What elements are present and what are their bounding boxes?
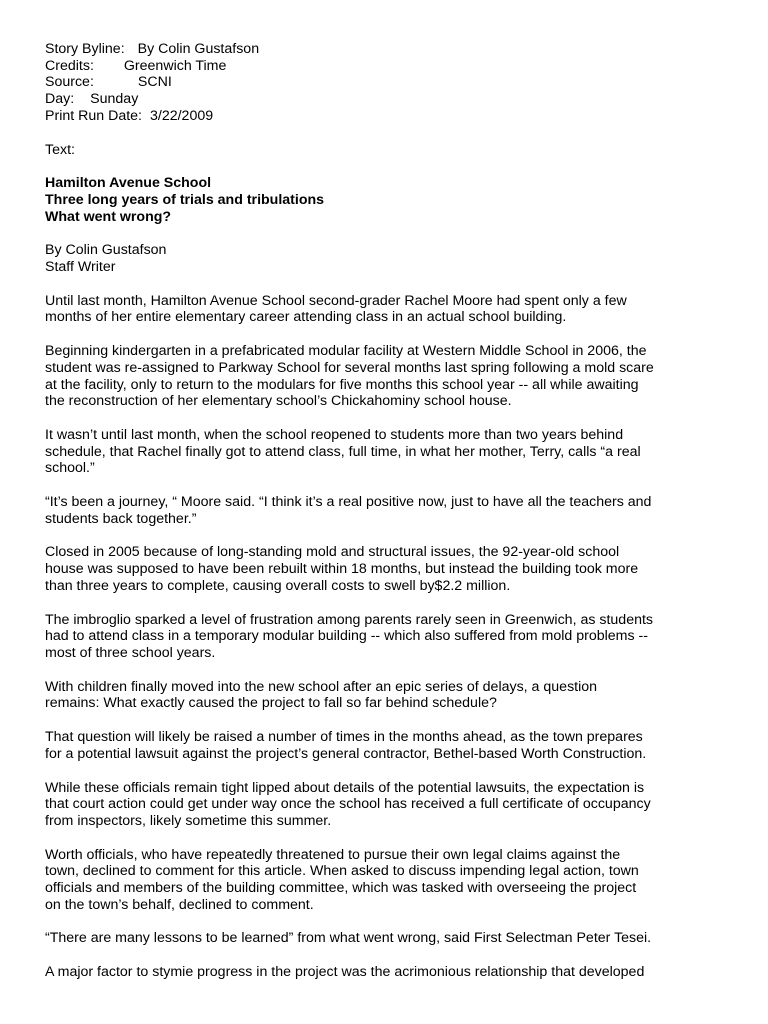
article-paragraph xyxy=(45,930,745,947)
paragraph-line: school.” xyxy=(45,460,95,477)
text-label: Text: xyxy=(45,141,75,158)
byline-author: By Colin Gustafson xyxy=(45,242,167,259)
print-run-date-line xyxy=(45,108,745,125)
paragraph-line: the reconstruction of her elementary school’s Chickahominy school house. xyxy=(45,393,512,410)
paragraph-line: had to attend class in a temporary modular building -- which also suffered from mold problems -- xyxy=(45,628,648,645)
day-label: Day: xyxy=(45,91,75,108)
paragraph-line: “There are many lessons to be learned” from what went wrong, said First Selectman Peter Tesei. xyxy=(45,930,652,947)
print-run-date-value: 3/22/2009 xyxy=(150,107,214,124)
paragraph-line: students back together.” xyxy=(45,510,197,527)
paragraph-line: A major factor to stymie progress in the project was the acrimonious relationship that developed xyxy=(45,964,645,981)
paragraph-line: That question will likely be raised a number of times in the months ahead, as the town prepares xyxy=(45,729,643,746)
print-run-date-label: Print Run Date: xyxy=(45,107,142,124)
paragraph-line: Worth officials, who have repeatedly threatened to pursue their own legal claims against the xyxy=(45,846,621,863)
headline-subtitle: Three long years of trials and tribulations xyxy=(45,191,325,208)
paragraph-line: It wasn’t until last month, when the school reopened to students more than two years behind xyxy=(45,426,624,443)
article-paragraph xyxy=(45,544,745,594)
day-value: Sunday xyxy=(90,91,139,108)
source-label: Source: xyxy=(45,74,94,91)
credits-label: Credits: xyxy=(45,57,94,74)
credits-line xyxy=(45,58,745,75)
article-paragraph xyxy=(45,343,745,410)
story-byline-line xyxy=(45,41,745,58)
paragraph-line: Beginning kindergarten in a prefabricated modular facility at Western Middle School in 2006, the xyxy=(45,343,647,360)
article-paragraph xyxy=(45,427,745,477)
document-page xyxy=(45,41,745,981)
article-paragraph xyxy=(45,964,745,981)
article-byline xyxy=(45,242,745,275)
article-body xyxy=(45,293,745,981)
paragraph-line: for a potential lawsuit against the project’s general contractor, Bethel-based Worth Construction. xyxy=(45,745,647,762)
paragraph-line: Until last month, Hamilton Avenue School second-grader Rachel Moore had spent only a few xyxy=(45,292,627,309)
article-paragraph xyxy=(45,612,745,662)
article-paragraph xyxy=(45,679,745,712)
paragraph-line: Closed in 2005 because of long-standing mold and structural issues, the 92-year-old school xyxy=(45,544,620,561)
source-value: SCNI xyxy=(137,74,172,91)
paragraph-line: at the facility, only to return to the modulars for five months this school year -- all while awaiting xyxy=(45,376,639,393)
headline-block xyxy=(45,175,745,225)
paragraph-line: remains: What exactly caused the project to fall so far behind schedule? xyxy=(45,695,497,712)
paragraph-line: on the town’s behalf, declined to comment. xyxy=(45,896,314,913)
byline-role: Staff Writer xyxy=(45,259,116,276)
paragraph-line: from inspectors, likely sometime this summer. xyxy=(45,812,332,829)
paragraph-line: months of her entire elementary career attending class in an actual school building. xyxy=(45,309,567,326)
paragraph-line: that court action could get under way once the school has received a full certificate of occupancy xyxy=(45,796,651,813)
metadata-block xyxy=(45,41,745,125)
paragraph-line: “It’s been a journey, “ Moore said. “I think it’s a real positive now, just to have all the teachers and xyxy=(45,494,652,511)
article-paragraph xyxy=(45,293,745,326)
paragraph-line: house was supposed to have been rebuilt within 18 months, but instead the building took more xyxy=(45,561,639,578)
paragraph-line: With children finally moved into the new school after an epic series of delays, a question xyxy=(45,678,598,695)
story-byline-value: By Colin Gustafson xyxy=(137,41,260,57)
story-byline-label: Story Byline: xyxy=(45,41,125,57)
paragraph-line: While these officials remain tight lipped about details of the potential lawsuits, the expectation is xyxy=(45,779,645,796)
credits-value: Greenwich Time xyxy=(123,57,227,74)
article-paragraph xyxy=(45,780,745,830)
headline-question: What went wrong? xyxy=(45,208,172,225)
paragraph-line: student was re-assigned to Parkway School for several months last spring following a mold scare xyxy=(45,359,654,376)
paragraph-line: schedule, that Rachel finally got to attend class, full time, in what her mother, Terry, calls “a real xyxy=(45,443,641,460)
article-paragraph xyxy=(45,494,745,527)
paragraph-line: The imbroglio sparked a level of frustration among parents rarely seen in Greenwich, as students xyxy=(45,611,654,628)
headline-title: Hamilton Avenue School xyxy=(45,175,212,192)
paragraph-line: town, declined to comment for this article. When asked to discuss impending legal action, town xyxy=(45,863,639,880)
article-paragraph xyxy=(45,847,745,914)
article-paragraph xyxy=(45,729,745,762)
paragraph-line: most of three school years. xyxy=(45,644,216,661)
source-line xyxy=(45,74,745,91)
paragraph-line: officials and members of the building committee, which was tasked with overseeing the project xyxy=(45,880,637,897)
day-line xyxy=(45,91,745,108)
paragraph-line: than three years to complete, causing overall costs to swell by$2.2 million. xyxy=(45,577,511,594)
